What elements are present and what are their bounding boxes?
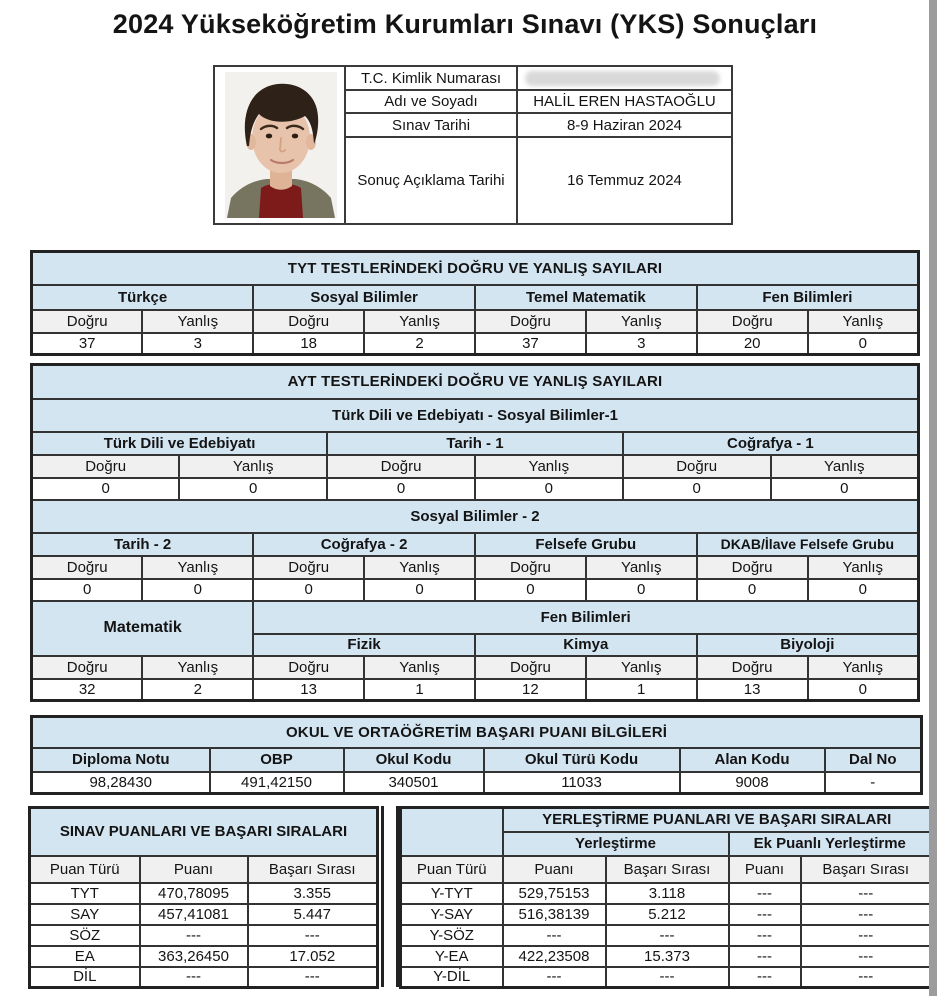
dogru-header: Doğru <box>697 310 808 333</box>
field-value-name: HALİL EREN HASTAOĞLU <box>517 90 732 113</box>
column-header: Puanı <box>140 856 248 883</box>
placement-corner-cell <box>401 808 503 856</box>
tyt-group-header: Temel Matematik <box>475 285 697 310</box>
field-label-examdate: Sınav Tarihi <box>345 113 517 137</box>
ayt-group-header: Coğrafya - 1 <box>623 432 919 455</box>
dogru-header: Doğru <box>697 656 808 679</box>
rank-value: --- <box>801 967 932 988</box>
rank-value: --- <box>801 883 932 904</box>
yanlis-header: Yanlış <box>142 656 253 679</box>
okul-value: 9008 <box>680 772 825 794</box>
score-value: --- <box>140 967 248 988</box>
yanlis-header: Yanlış <box>364 310 475 333</box>
column-header: Başarı Sırası <box>606 856 729 883</box>
rank-value: --- <box>248 967 378 988</box>
ayt-group-header: Coğrafya - 2 <box>253 533 475 556</box>
ayt-title: AYT TESTLERİNDEKİ DOĞRU VE YANLIŞ SAYILARI <box>32 365 919 399</box>
score-cell: 0 <box>32 579 143 601</box>
table-row <box>30 925 378 946</box>
score-value: 422,23508 <box>503 946 606 967</box>
dogru-header: Doğru <box>32 310 143 333</box>
score-type: Y-DİL <box>401 967 503 988</box>
dogru-header: Doğru <box>623 455 771 478</box>
score-cell: 2 <box>364 333 475 355</box>
tyt-group-header: Fen Bilimleri <box>697 285 919 310</box>
placement-scores-table <box>399 806 933 989</box>
column-header: Puan Türü <box>401 856 503 883</box>
ayt-group-header: Tarih - 2 <box>32 533 254 556</box>
score-cell: 13 <box>697 679 808 701</box>
score-cell: 0 <box>327 478 475 500</box>
score-cell: 0 <box>475 579 586 601</box>
table-row <box>401 883 932 904</box>
ayt-matematik-header: Matematik <box>32 601 254 656</box>
okul-header: Okul Kodu <box>344 748 484 772</box>
score-cell: 0 <box>697 579 808 601</box>
yanlis-header: Yanlış <box>364 656 475 679</box>
score-value: 457,41081 <box>140 904 248 925</box>
rank-value: --- <box>801 946 932 967</box>
score-cell: 20 <box>697 333 808 355</box>
dogru-header: Doğru <box>253 556 364 579</box>
score-type: SAY <box>30 904 140 925</box>
candidate-info-table <box>213 65 733 225</box>
score-type: DİL <box>30 967 140 988</box>
dogru-header: Doğru <box>253 656 364 679</box>
score-cell: 0 <box>808 679 919 701</box>
ayt-section1-title: Türk Dili ve Edebiyatı - Sosyal Bilimler-1 <box>32 399 919 432</box>
score-cell: 3 <box>142 333 253 355</box>
tyt-title: TYT TESTLERİNDEKİ DOĞRU VE YANLIŞ SAYILARI <box>32 252 919 285</box>
tyt-table <box>30 250 920 356</box>
dogru-header: Doğru <box>327 455 475 478</box>
ayt-group-header: DKAB/İlave Felsefe Grubu <box>697 533 919 556</box>
table-row <box>30 967 378 988</box>
tyt-group-header: Türkçe <box>32 285 254 310</box>
score-cell: 1 <box>364 679 475 701</box>
dogru-header: Doğru <box>253 310 364 333</box>
score-cell: 37 <box>475 333 586 355</box>
score-cell: 0 <box>475 478 623 500</box>
score-value: 470,78095 <box>140 883 248 904</box>
ayt-group-header: Tarih - 1 <box>327 432 623 455</box>
okul-header: Dal No <box>825 748 922 772</box>
score-cell: 13 <box>253 679 364 701</box>
ayt-group-header: Biyoloji <box>697 634 919 656</box>
ayt-group-header: Felsefe Grubu <box>475 533 697 556</box>
score-cell: 0 <box>808 579 919 601</box>
field-label-tc: T.C. Kimlik Numarası <box>345 66 517 90</box>
rank-value: --- <box>248 925 378 946</box>
ayt-fen-title: Fen Bilimleri <box>253 601 918 634</box>
redacted-id-blur <box>525 71 720 86</box>
rank-value: --- <box>606 967 729 988</box>
score-cell: 0 <box>142 579 253 601</box>
yanlis-header: Yanlış <box>808 310 919 333</box>
score-cell: 0 <box>179 478 327 500</box>
score-type: TYT <box>30 883 140 904</box>
dogru-header: Doğru <box>475 656 586 679</box>
score-type: Y-SÖZ <box>401 925 503 946</box>
dogru-header: Doğru <box>697 556 808 579</box>
placement-group-header: Ek Puanlı Yerleştirme <box>729 832 932 856</box>
dogru-header: Doğru <box>475 310 586 333</box>
rank-value: 3.118 <box>606 883 729 904</box>
ayt-group-header: Fizik <box>253 634 475 656</box>
ayt-group-header: Türk Dili ve Edebiyatı <box>32 432 328 455</box>
dogru-header: Doğru <box>32 656 143 679</box>
okul-header: Okul Türü Kodu <box>484 748 680 772</box>
yanlis-header: Yanlış <box>586 556 697 579</box>
score-cell: 3 <box>586 333 697 355</box>
score-type: Y-TYT <box>401 883 503 904</box>
score-cell: 1 <box>586 679 697 701</box>
okul-value: 11033 <box>484 772 680 794</box>
okul-header: OBP <box>210 748 344 772</box>
exam-scores-title: SINAV PUANLARI VE BAŞARI SIRALARI <box>30 808 378 856</box>
yanlis-header: Yanlış <box>771 455 919 478</box>
score-value: --- <box>729 967 801 988</box>
table-row <box>401 946 932 967</box>
column-header: Puan Türü <box>30 856 140 883</box>
score-cell: 0 <box>253 579 364 601</box>
okul-value: - <box>825 772 922 794</box>
dogru-header: Doğru <box>475 556 586 579</box>
dogru-header: Doğru <box>32 556 143 579</box>
yanlis-header: Yanlış <box>475 455 623 478</box>
exam-scores-table <box>28 806 379 989</box>
rank-value: 17.052 <box>248 946 378 967</box>
rank-value: --- <box>606 925 729 946</box>
field-value-resultdate: 16 Temmuz 2024 <box>517 137 732 224</box>
ayt-group-header: Kimya <box>475 634 697 656</box>
tyt-group-header: Sosyal Bilimler <box>253 285 475 310</box>
okul-title: OKUL VE ORTAÖĞRETİM BAŞARI PUANI BİLGİLERİ <box>32 717 922 748</box>
score-value: --- <box>729 946 801 967</box>
score-value: 529,75153 <box>503 883 606 904</box>
score-cell: 0 <box>623 478 771 500</box>
okul-value: 98,28430 <box>32 772 210 794</box>
table-row <box>401 925 932 946</box>
table-row <box>30 883 378 904</box>
score-value: 516,38139 <box>503 904 606 925</box>
score-cell: 0 <box>808 333 919 355</box>
score-value: --- <box>503 967 606 988</box>
score-type: Y-SAY <box>401 904 503 925</box>
candidate-photo <box>225 72 337 218</box>
score-type: Y-EA <box>401 946 503 967</box>
table-divider <box>381 806 399 987</box>
yanlis-header: Yanlış <box>142 310 253 333</box>
rank-value: 5.212 <box>606 904 729 925</box>
placement-group-header: Yerleştirme <box>503 832 729 856</box>
okul-table <box>30 715 923 795</box>
candidate-photo-cell <box>214 66 345 224</box>
score-value: --- <box>729 883 801 904</box>
score-cell: 0 <box>586 579 697 601</box>
table-row <box>30 946 378 967</box>
score-cell: 18 <box>253 333 364 355</box>
score-value: 363,26450 <box>140 946 248 967</box>
score-cell: 0 <box>32 478 180 500</box>
yanlis-header: Yanlış <box>586 656 697 679</box>
page-title: 2024 Yükseköğretim Kurumları Sınavı (YKS) Sonuçları <box>112 9 818 39</box>
column-header: Puanı <box>729 856 801 883</box>
scan-edge-strip <box>929 0 937 996</box>
field-label-name: Adı ve Soyadı <box>345 90 517 113</box>
score-cell: 32 <box>32 679 143 701</box>
okul-header: Alan Kodu <box>680 748 825 772</box>
yanlis-header: Yanlış <box>808 556 919 579</box>
score-value: --- <box>140 925 248 946</box>
okul-value: 491,42150 <box>210 772 344 794</box>
okul-value: 340501 <box>344 772 484 794</box>
yanlis-header: Yanlış <box>586 310 697 333</box>
score-type: EA <box>30 946 140 967</box>
column-header: Başarı Sırası <box>801 856 932 883</box>
yanlis-header: Yanlış <box>808 656 919 679</box>
column-header: Puanı <box>503 856 606 883</box>
field-label-resultdate: Sonuç Açıklama Tarihi <box>345 137 517 224</box>
okul-header: Diploma Notu <box>32 748 210 772</box>
score-cell: 0 <box>771 478 919 500</box>
score-value: --- <box>503 925 606 946</box>
table-row <box>401 967 932 988</box>
yanlis-header: Yanlış <box>364 556 475 579</box>
score-cell: 2 <box>142 679 253 701</box>
score-cell: 0 <box>364 579 475 601</box>
rank-value: 15.373 <box>606 946 729 967</box>
table-row <box>401 904 932 925</box>
ayt-table <box>30 363 920 702</box>
rank-value: 5.447 <box>248 904 378 925</box>
yanlis-header: Yanlış <box>142 556 253 579</box>
score-value: --- <box>729 904 801 925</box>
rank-value: 3.355 <box>248 883 378 904</box>
table-row <box>30 904 378 925</box>
rank-value: --- <box>801 925 932 946</box>
column-header: Başarı Sırası <box>248 856 378 883</box>
placement-title: YERLEŞTİRME PUANLARI VE BAŞARI SIRALARI <box>503 808 932 832</box>
score-cell: 12 <box>475 679 586 701</box>
score-cell: 37 <box>32 333 143 355</box>
dogru-header: Doğru <box>32 455 180 478</box>
score-type: SÖZ <box>30 925 140 946</box>
score-value: --- <box>729 925 801 946</box>
rank-value: --- <box>801 904 932 925</box>
ayt-section2-title: Sosyal Bilimler - 2 <box>32 500 919 533</box>
field-value-examdate: 8-9 Haziran 2024 <box>517 113 732 137</box>
yanlis-header: Yanlış <box>179 455 327 478</box>
field-value-tc <box>517 66 732 90</box>
